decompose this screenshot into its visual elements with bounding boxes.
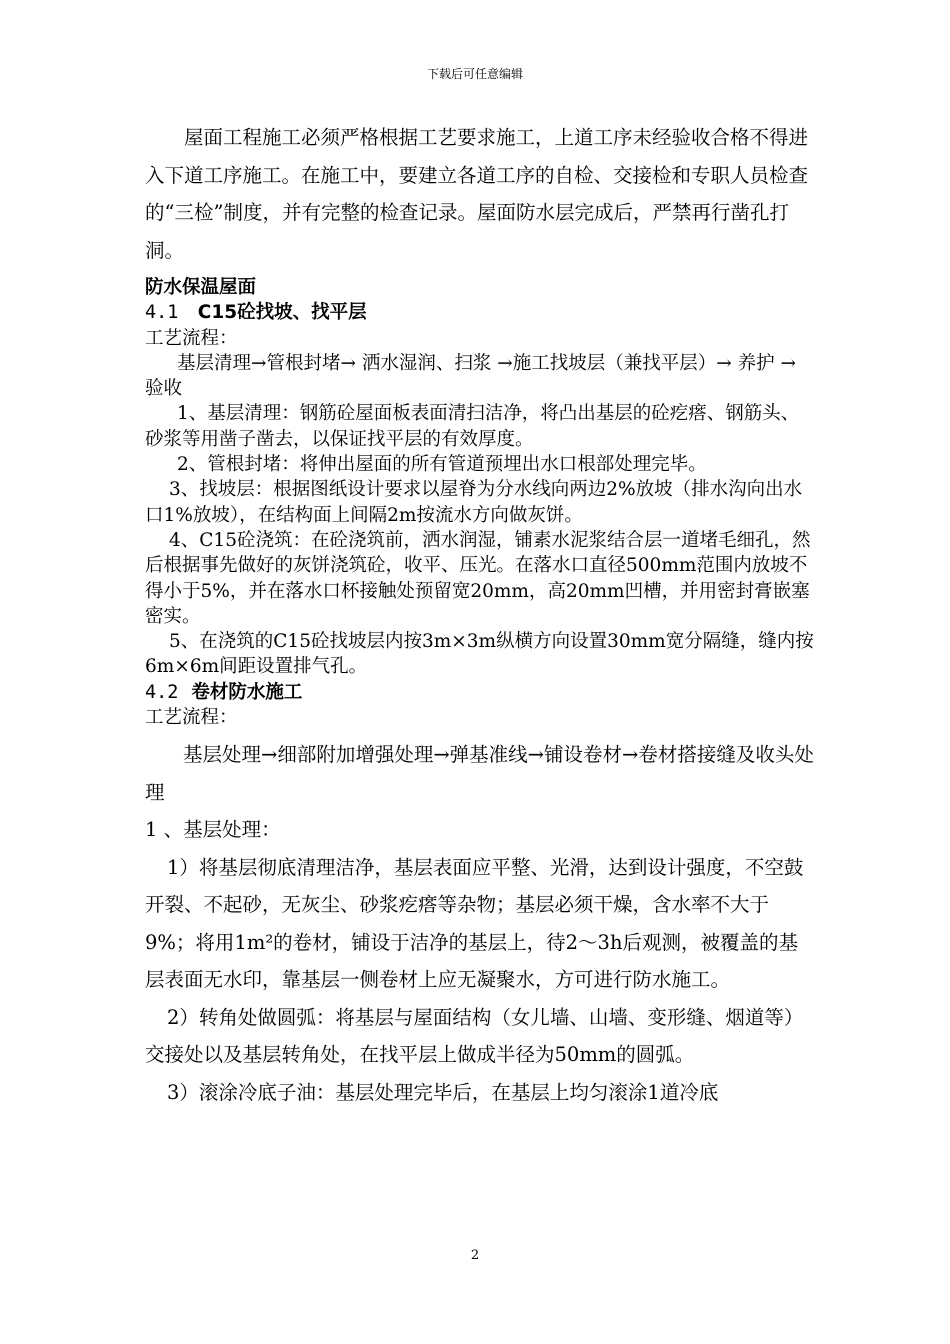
item-4-2-1: 1）将基层彻底清理洁净，基层表面应平整、光滑，达到设计强度，不空鼓开裂、不起砂，无灰尘、砂浆疙瘩等杂物；基层必须干燥，含水率不大于9%；将用1m²的卷材，铺设于洁净的基层上，待2～3h后观测，被覆盖的基层表面无水印，靠基层一侧卷材上应无凝聚水，方可进行防水施工。 — [145, 855, 804, 992]
item-4-1-2: 2、管根封堵：将伸出屋面的所有管道预埋出水口根部处理完毕。 — [177, 454, 707, 476]
flow-4-1: 基层清理→管根封堵→ 洒水湿润、扫浆 →施工找坡层（兼找平层）→ 养护 → 验收 — [145, 352, 797, 400]
subsection-4-2-title: 卷材防水施工 — [191, 681, 303, 703]
item-4-1-4: 4、C15砼浇筑：在砼浇筑前，洒水润湿，铺素水泥浆结合层一道堵毛细孔，然后根据事先做好的灰饼浇筑砼，收平、压光。在落水口直径500mm范围内放坡不得小于5%，并在落水口杯接触处预留宽20mm，高20mm凹槽，并用密封膏嵌塞密实。 — [145, 529, 811, 627]
item-4-2-2: 2）转角处做圆弧：将基层与屋面结构（女儿墙、山墙、变形缝、烟道等）交接处以及基层转角处，在找平层上做成半径为50mm的圆弧。 — [145, 1005, 804, 1067]
item-4-1-3: 3、找坡层：根据图纸设计要求以屋脊为分水线向两边2%放坡（排水沟向出水口1%放坡），在结构面上间隔2m按流水方向做灰饼。 — [145, 479, 803, 526]
item-4-1-5: 5、在浇筑的C15砼找坡层内按3m×3m纵横方向设置30mm宽分隔缝，缝内按6m×6m间距设置排气孔。 — [145, 631, 814, 678]
flow-4-2: 基层处理→细部附加增强处理→弹基准线→铺设卷材→卷材搭接缝及收头处理 — [145, 743, 814, 804]
page-header: 下载后可任意编辑 — [426, 67, 523, 81]
item-4-2-3: 3）滚涂冷底子油：基层处理完毕后，在基层上均匀滚涂1道冷底 — [167, 1080, 719, 1104]
item-4-1-1: 1、基层清理：钢筋砼屋面板表面清扫洁净，将凸出基层的砼疙瘩、钢筋头、砂浆等用凿子凿去，以保证找平层的有效厚度。 — [145, 403, 800, 450]
intro-paragraph: 屋面工程施工必须严格根据工艺要求施工，上道工序未经验收合格不得进入下道工序施工。在施工中，要建立各道工序的自检、交接检和专职人员检查的“三检”制度，并有完整的检查记录。屋面防水层完成后，严禁再行凿孔打洞。 — [145, 126, 809, 262]
document-body — [145, 119, 815, 1111]
subsection-4-2-heading — [145, 680, 815, 705]
subsection-4-2-number: 4.2 — [145, 681, 179, 703]
flow-label-4-1: 工艺流程： — [145, 327, 238, 349]
subsection-4-1-heading — [145, 300, 815, 325]
section-title: 防水保温屋面 — [145, 277, 257, 298]
sub-heading-base-treatment: 1 、基层处理： — [145, 818, 281, 842]
page-number: 2 — [470, 1248, 480, 1263]
subsection-4-1-title: C15砼找坡、找平层 — [197, 302, 367, 324]
flow-label-4-2: 工艺流程： — [145, 707, 238, 729]
subsection-4-1-number: 4.1 — [145, 302, 179, 324]
